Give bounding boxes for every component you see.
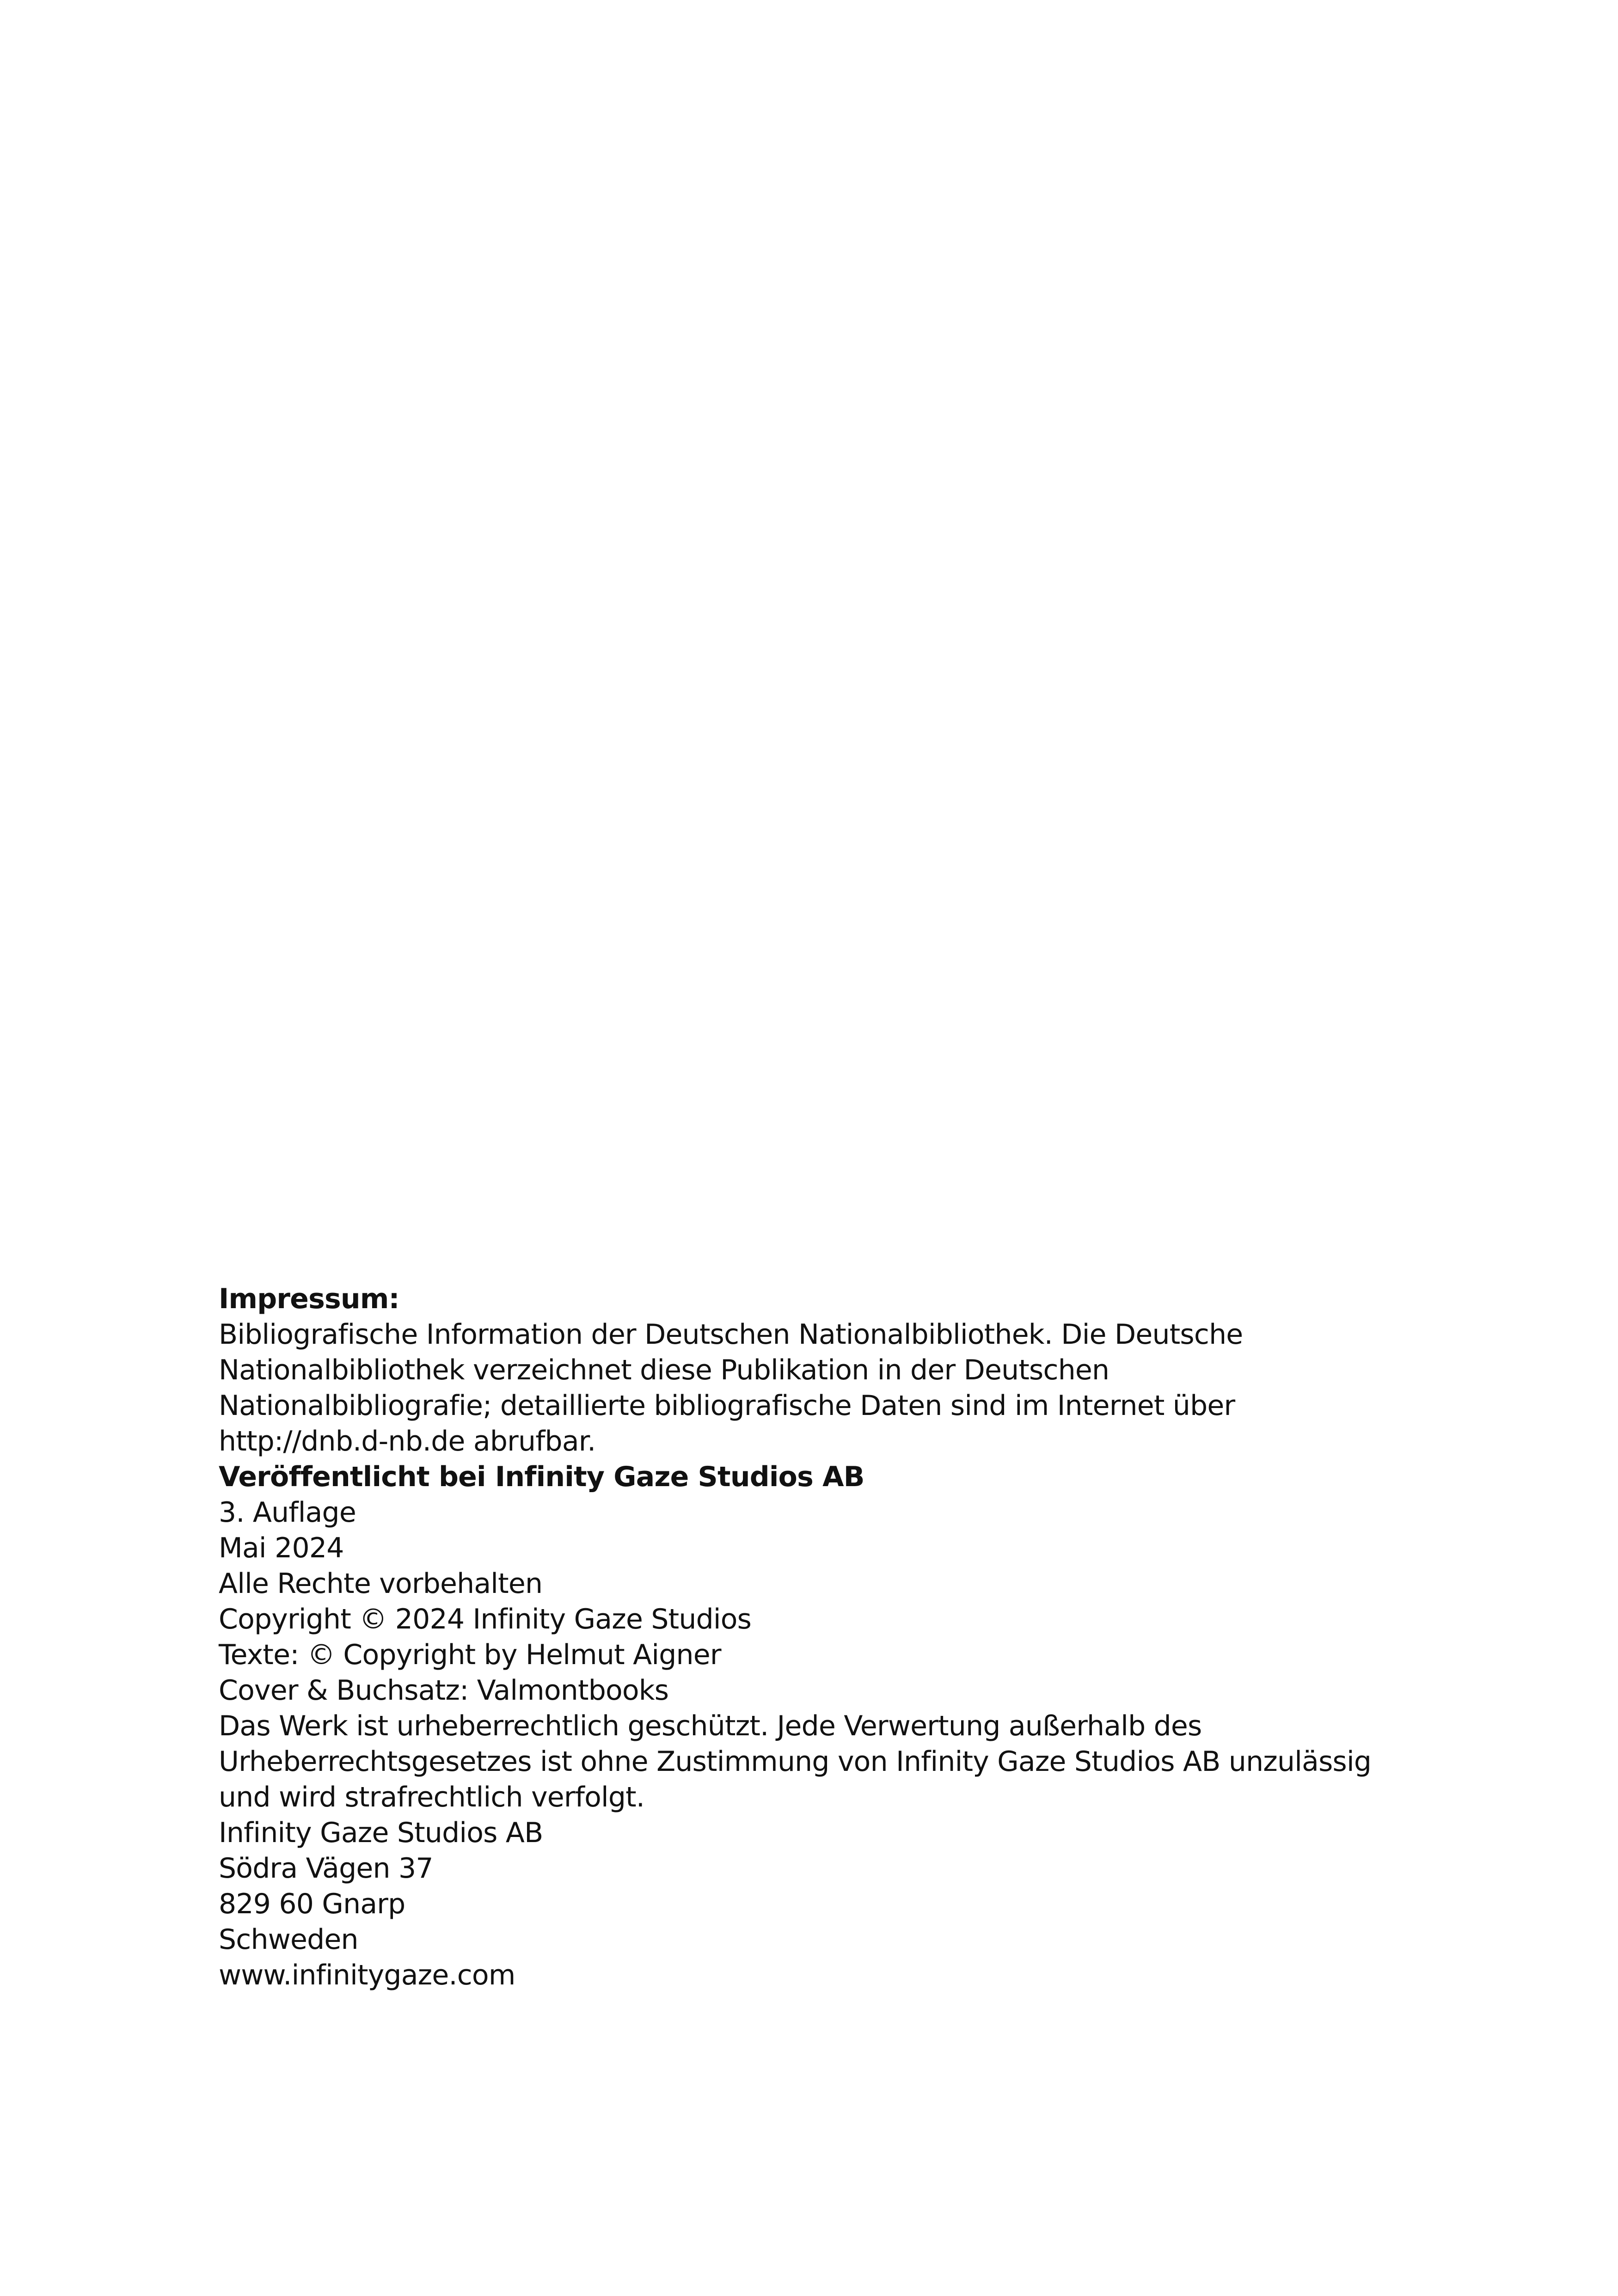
bibliographic-line-2: Nationalbibliothek verzeichnet diese Publikation in der Deutschen [219,1354,1109,1386]
publisher-line: Veröffentlicht bei Infinity Gaze Studios AB [219,1461,864,1493]
address-street: Södra Vägen 37 [219,1852,433,1885]
texts-credit: Texte: © Copyright by Helmut Aigner [219,1639,721,1671]
copyright-notice: Copyright © 2024 Infinity Gaze Studios [219,1603,752,1635]
address-company: Infinity Gaze Studios AB [219,1817,543,1849]
bibliographic-line-3: Nationalbibliografie; detaillierte bibliografische Daten sind im Internet über [219,1390,1235,1422]
publication-date: Mai 2024 [219,1532,344,1564]
rights-notice: Alle Rechte vorbehalten [219,1567,543,1600]
website-link: www.infinitygaze.com [219,1959,515,1991]
bibliographic-line-4: http://dnb.d-nb.de abrufbar. [219,1425,596,1457]
cover-credit: Cover & Buchsatz: Valmontbooks [219,1674,669,1707]
imprint-heading: Impressum: [219,1283,399,1315]
legal-line-3: und wird strafrechtlich verfolgt. [219,1781,645,1813]
address-city: 829 60 Gnarp [219,1888,405,1920]
bibliographic-line-1: Bibliografische Information der Deutschen Nationalbibliothek. Die Deutsche [219,1318,1243,1351]
legal-line-2: Urheberrechtsgesetzes ist ohne Zustimmung von Infinity Gaze Studios AB unzulässig [219,1745,1372,1778]
imprint-block [219,1281,1467,1993]
address-country: Schweden [219,1923,358,1956]
edition: 3. Auflage [219,1496,356,1529]
legal-line-1: Das Werk ist urheberrechtlich geschützt. Jede Verwertung außerhalb des [219,1710,1202,1742]
